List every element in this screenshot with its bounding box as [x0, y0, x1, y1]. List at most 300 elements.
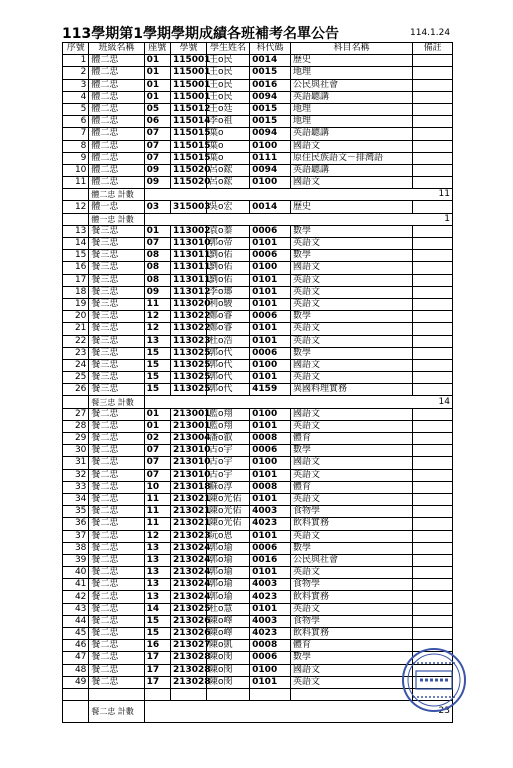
row-class: 餐二忠 [89, 457, 144, 469]
row-class: 餐二忠 [89, 469, 144, 481]
table-row [63, 420, 453, 432]
row-student-id: 113025 [170, 372, 206, 384]
row-remarks [413, 445, 453, 457]
table-row [63, 445, 453, 457]
row-seq: 38 [63, 542, 89, 554]
row-seat: 15 [144, 628, 170, 640]
table-row [63, 457, 453, 469]
row-student-id: 213001 [170, 408, 206, 420]
row-student-name: 陳o光佑 [206, 493, 249, 505]
row-subject-code: 0101 [250, 603, 291, 615]
row-student-name: 蘇o淳 [206, 481, 249, 493]
row-class: 餐三忠 [89, 262, 144, 274]
row-student-id: 213010 [170, 457, 206, 469]
row-seat: 01 [144, 67, 170, 79]
row-remarks [413, 91, 453, 103]
row-student-name: 鄭o睿 [206, 311, 249, 323]
row-remarks [413, 164, 453, 176]
row-subject-name: 體育 [290, 433, 412, 445]
row-student-name: 古o宇 [206, 469, 249, 481]
row-student-id: 213026 [170, 628, 206, 640]
row-student-name: 郭o瑜 [206, 579, 249, 591]
row-subject-code: 0014 [250, 55, 291, 67]
row-subject-name: 食物學 [290, 615, 412, 627]
row-remarks [413, 579, 453, 591]
class-count-row [63, 396, 453, 408]
row-seat: 13 [144, 567, 170, 579]
row-student-id: 213021 [170, 493, 206, 505]
row-student-name: 葉o [206, 128, 249, 140]
row-remarks [413, 152, 453, 164]
row-student-id: 113010 [170, 238, 206, 250]
row-student-name: 利o駿 [206, 298, 249, 310]
row-subject-name: 地理 [290, 103, 412, 115]
row-remarks [413, 335, 453, 347]
row-student-id: 213026 [170, 615, 206, 627]
row-class: 餐二忠 [89, 530, 144, 542]
row-subject-code: 0101 [250, 567, 291, 579]
row-remarks [413, 347, 453, 359]
row-subject-code: 0100 [250, 140, 291, 152]
blank-cell [144, 688, 170, 700]
row-subject-name: 國語文 [290, 140, 412, 152]
row-student-id: 213018 [170, 481, 206, 493]
row-subject-name: 飲料實務 [290, 518, 412, 530]
row-seq: 8 [63, 140, 89, 152]
table-body [63, 55, 453, 723]
row-student-id: 213028 [170, 652, 206, 664]
row-seat: 12 [144, 323, 170, 335]
row-subject-name: 英語文 [290, 238, 412, 250]
row-student-name: 王o民 [206, 91, 249, 103]
table-row [63, 372, 453, 384]
row-class: 餐二忠 [89, 640, 144, 652]
table-row [63, 103, 453, 115]
row-student-name: 杜o慧 [206, 603, 249, 615]
table-row [63, 493, 453, 505]
row-seq: 37 [63, 530, 89, 542]
page-title: 113學期第1學期學期成績各班補考名單公告 [62, 26, 339, 42]
row-seq [63, 701, 89, 723]
row-student-id: 113025 [170, 347, 206, 359]
row-class: 體二忠 [89, 177, 144, 189]
row-subject-code: 4023 [250, 518, 291, 530]
row-class: 餐三忠 [89, 298, 144, 310]
row-subject-name: 數學 [290, 250, 412, 262]
row-subject-name: 國語文 [290, 664, 412, 676]
row-seat: 07 [144, 469, 170, 481]
row-subject-name: 英語文 [290, 676, 412, 688]
row-seat: 14 [144, 603, 170, 615]
row-seat: 07 [144, 445, 170, 457]
row-seat: 09 [144, 164, 170, 176]
class-count-row [63, 213, 453, 225]
row-subject-name: 數學 [290, 311, 412, 323]
table-row [63, 591, 453, 603]
row-seq [63, 213, 89, 225]
row-subject-code: 0101 [250, 530, 291, 542]
row-class: 體二忠 [89, 55, 144, 67]
row-seq: 10 [63, 164, 89, 176]
row-student-id: 113025 [170, 384, 206, 396]
table-row [63, 128, 453, 140]
table-row [63, 567, 453, 579]
class-count-value: 14 [144, 396, 452, 408]
row-seq: 45 [63, 628, 89, 640]
row-remarks [413, 238, 453, 250]
row-student-id: 213024 [170, 579, 206, 591]
row-subject-code: 0100 [250, 457, 291, 469]
table-row [63, 262, 453, 274]
row-student-id: 213010 [170, 469, 206, 481]
row-remarks [413, 79, 453, 91]
row-student-name: 劉o佑 [206, 274, 249, 286]
row-student-name: 陳o閔 [206, 664, 249, 676]
row-student-name: 陳o光佑 [206, 518, 249, 530]
row-remarks [413, 518, 453, 530]
row-subject-name: 地理 [290, 67, 412, 79]
blank-cell [63, 688, 89, 700]
row-subject-name: 英語文 [290, 286, 412, 298]
row-class: 餐二忠 [89, 493, 144, 505]
row-seq: 18 [63, 286, 89, 298]
row-remarks [413, 530, 453, 542]
row-seq: 11 [63, 177, 89, 189]
row-class: 餐二忠 [89, 506, 144, 518]
row-student-id: 113011 [170, 250, 206, 262]
row-seat: 11 [144, 298, 170, 310]
row-remarks [413, 457, 453, 469]
row-student-name: 郭o代 [206, 347, 249, 359]
row-subject-code: 4003 [250, 579, 291, 591]
row-seq [63, 189, 89, 201]
table-row [63, 250, 453, 262]
row-seat: 11 [144, 493, 170, 505]
row-remarks [413, 433, 453, 445]
row-subject-code: 0111 [250, 152, 291, 164]
row-seat: 08 [144, 262, 170, 274]
row-seat: 15 [144, 359, 170, 371]
row-student-id: 115001 [170, 79, 206, 91]
table-row [63, 152, 453, 164]
row-class: 餐二忠 [89, 664, 144, 676]
row-class: 餐三忠 [89, 238, 144, 250]
row-class: 餐二忠 [89, 603, 144, 615]
row-subject-code: 0101 [250, 323, 291, 335]
row-seat: 11 [144, 518, 170, 530]
row-subject-name: 英語文 [290, 372, 412, 384]
row-student-id: 115012 [170, 103, 206, 115]
row-subject-code: 0006 [250, 311, 291, 323]
row-class: 體一忠 [89, 201, 144, 213]
row-student-name: 呂o鋐 [206, 164, 249, 176]
blank-cell [206, 688, 249, 700]
row-student-name: 吳o宏 [206, 201, 249, 213]
row-remarks [413, 603, 453, 615]
row-remarks [413, 201, 453, 213]
row-seq: 26 [63, 384, 89, 396]
row-seq: 31 [63, 457, 89, 469]
row-subject-name: 英語聽講 [290, 91, 412, 103]
row-seat: 13 [144, 335, 170, 347]
row-seq [63, 396, 89, 408]
blank-cell [89, 688, 144, 700]
row-student-id: 115001 [170, 91, 206, 103]
row-subject-code: 0006 [250, 225, 291, 237]
school-seal-stamp [401, 647, 467, 713]
row-student-id: 113012 [170, 286, 206, 298]
row-subject-name: 公民與社會 [290, 554, 412, 566]
row-seq: 9 [63, 152, 89, 164]
table-row [63, 201, 453, 213]
table-row [63, 579, 453, 591]
row-subject-name: 英語文 [290, 530, 412, 542]
table-row [63, 408, 453, 420]
class-count-value: 1 [144, 213, 452, 225]
row-remarks [413, 591, 453, 603]
row-student-name: 劉o佑 [206, 250, 249, 262]
row-student-name: 王o民 [206, 55, 249, 67]
row-student-name: 袁o蓁 [206, 225, 249, 237]
row-seq: 21 [63, 323, 89, 335]
class-count-value: 23 [144, 701, 452, 723]
row-remarks [413, 372, 453, 384]
row-subject-name: 地理 [290, 116, 412, 128]
row-subject-code: 0101 [250, 238, 291, 250]
row-seat: 01 [144, 91, 170, 103]
row-seq: 7 [63, 128, 89, 140]
row-seq: 20 [63, 311, 89, 323]
row-class: 餐三忠 [89, 335, 144, 347]
row-class: 餐二忠 [89, 433, 144, 445]
row-subject-code: 4023 [250, 591, 291, 603]
row-student-name: 李o瑯 [206, 286, 249, 298]
row-subject-name: 英語聽講 [290, 128, 412, 140]
table-row [63, 530, 453, 542]
blank-cell [170, 688, 206, 700]
table-row [63, 238, 453, 250]
row-student-name: 郭o瑜 [206, 542, 249, 554]
row-remarks [413, 67, 453, 79]
row-subject-name: 數學 [290, 225, 412, 237]
row-student-name: 郭o帝 [206, 238, 249, 250]
row-student-name: 李o祖 [206, 116, 249, 128]
row-remarks [413, 542, 453, 554]
makeup-exam-table [62, 42, 453, 723]
row-seq: 40 [63, 567, 89, 579]
row-subject-code: 4003 [250, 506, 291, 518]
row-subject-code: 0100 [250, 177, 291, 189]
row-seat: 17 [144, 652, 170, 664]
row-seq: 17 [63, 274, 89, 286]
row-subject-code: 0006 [250, 250, 291, 262]
row-remarks [413, 493, 453, 505]
row-seq: 22 [63, 335, 89, 347]
row-student-id: 113011 [170, 274, 206, 286]
row-seq: 14 [63, 238, 89, 250]
row-seat: 06 [144, 116, 170, 128]
row-class: 餐二忠 [89, 445, 144, 457]
row-class: 餐三忠 [89, 311, 144, 323]
row-student-id: 213025 [170, 603, 206, 615]
row-seq: 34 [63, 493, 89, 505]
table-row [63, 286, 453, 298]
row-class: 餐二忠 [89, 591, 144, 603]
row-subject-code: 4159 [250, 384, 291, 396]
row-student-id: 213010 [170, 445, 206, 457]
row-remarks [413, 628, 453, 640]
row-subject-code: 0101 [250, 493, 291, 505]
header-seat: 座號 [144, 43, 170, 55]
class-count-row [63, 701, 453, 723]
row-remarks [413, 359, 453, 371]
row-remarks [413, 506, 453, 518]
table-row [63, 628, 453, 640]
row-seq: 30 [63, 445, 89, 457]
table-row [63, 615, 453, 627]
row-class: 餐三忠 [89, 323, 144, 335]
row-seat: 05 [144, 103, 170, 115]
row-seat: 01 [144, 225, 170, 237]
table-row [63, 384, 453, 396]
row-subject-name: 國語文 [290, 457, 412, 469]
row-student-id: 113011 [170, 262, 206, 274]
table-row [63, 481, 453, 493]
row-subject-name: 公民與社會 [290, 79, 412, 91]
row-student-id: 115020 [170, 164, 206, 176]
row-remarks [413, 481, 453, 493]
row-subject-name: 異國料理實務 [290, 384, 412, 396]
table-row [63, 164, 453, 176]
row-student-id: 113002 [170, 225, 206, 237]
row-student-id: 213024 [170, 591, 206, 603]
table-row [63, 652, 453, 664]
row-seq: 47 [63, 652, 89, 664]
row-student-name: 葉o [206, 140, 249, 152]
row-seat: 07 [144, 238, 170, 250]
row-seq: 32 [63, 469, 89, 481]
row-student-id: 113025 [170, 359, 206, 371]
row-seat: 01 [144, 420, 170, 432]
header-remarks: 備註 [413, 43, 453, 55]
row-class: 體二忠 [89, 164, 144, 176]
row-student-id: 213024 [170, 554, 206, 566]
table-row [63, 542, 453, 554]
row-seat: 07 [144, 152, 170, 164]
table-row [63, 274, 453, 286]
row-remarks [413, 177, 453, 189]
row-remarks [413, 116, 453, 128]
announcement-date: 114.1.24 [410, 28, 451, 38]
row-seat: 02 [144, 433, 170, 445]
blank-row [63, 688, 453, 700]
table-row [63, 359, 453, 371]
table-row [63, 67, 453, 79]
row-seat: 09 [144, 286, 170, 298]
row-seq: 49 [63, 676, 89, 688]
row-student-name: 藍o翔 [206, 420, 249, 432]
table-row [63, 140, 453, 152]
row-student-name: 王o廷 [206, 103, 249, 115]
row-class: 餐二忠 [89, 518, 144, 530]
row-seat: 11 [144, 506, 170, 518]
row-seat: 07 [144, 140, 170, 152]
row-seat: 01 [144, 408, 170, 420]
row-subject-code: 0101 [250, 676, 291, 688]
row-class: 體二忠 [89, 152, 144, 164]
row-class: 餐三忠 [89, 225, 144, 237]
row-class: 餐二忠 [89, 408, 144, 420]
row-class: 體二忠 [89, 140, 144, 152]
row-class: 餐三忠 [89, 347, 144, 359]
row-subject-name: 國語文 [290, 359, 412, 371]
table-row [63, 676, 453, 688]
row-seq: 24 [63, 359, 89, 371]
row-student-name: 郭o瑜 [206, 554, 249, 566]
row-seq: 4 [63, 91, 89, 103]
row-class: 餐三忠 [89, 384, 144, 396]
row-subject-name: 英語文 [290, 567, 412, 579]
row-subject-code: 0014 [250, 201, 291, 213]
row-student-id: 115001 [170, 55, 206, 67]
row-subject-code: 0101 [250, 420, 291, 432]
row-student-id: 213023 [170, 530, 206, 542]
row-seq: 42 [63, 591, 89, 603]
row-class: 餐二忠 [89, 542, 144, 554]
row-seq: 13 [63, 225, 89, 237]
row-student-name: 陳o嶧 [206, 615, 249, 627]
row-student-id: 115001 [170, 67, 206, 79]
row-subject-name: 原住民族語文－排灣語 [290, 152, 412, 164]
header-subject-name: 科目名稱 [290, 43, 412, 55]
row-subject-name: 數學 [290, 652, 412, 664]
row-remarks [413, 323, 453, 335]
header-student-id: 學號 [170, 43, 206, 55]
row-student-name: 劉o佑 [206, 262, 249, 274]
row-subject-name: 英語文 [290, 298, 412, 310]
row-subject-code: 4023 [250, 628, 291, 640]
row-subject-code: 0101 [250, 274, 291, 286]
row-subject-code: 0016 [250, 79, 291, 91]
row-seat: 10 [144, 481, 170, 493]
row-class: 餐二忠 [89, 481, 144, 493]
row-subject-code: 0101 [250, 372, 291, 384]
row-subject-code: 0101 [250, 335, 291, 347]
row-remarks [413, 469, 453, 481]
table-row [63, 116, 453, 128]
row-student-id: 115015 [170, 140, 206, 152]
row-class: 餐三忠 [89, 372, 144, 384]
row-subject-code: 0100 [250, 359, 291, 371]
table-row [63, 506, 453, 518]
row-seq: 5 [63, 103, 89, 115]
row-student-id: 115015 [170, 152, 206, 164]
row-class: 餐二忠 [89, 554, 144, 566]
row-class: 餐三忠 [89, 274, 144, 286]
row-student-name: 郭o代 [206, 384, 249, 396]
row-student-name: 潘o叡 [206, 433, 249, 445]
row-seq: 25 [63, 372, 89, 384]
row-student-name: 杜o浩 [206, 335, 249, 347]
row-class: 餐二忠 [89, 567, 144, 579]
row-seat: 01 [144, 79, 170, 91]
row-remarks [413, 311, 453, 323]
table-row [63, 433, 453, 445]
row-seq: 2 [63, 67, 89, 79]
row-student-name: 陳o閔 [206, 652, 249, 664]
row-seq: 23 [63, 347, 89, 359]
header-subject-code: 科代碼 [250, 43, 291, 55]
